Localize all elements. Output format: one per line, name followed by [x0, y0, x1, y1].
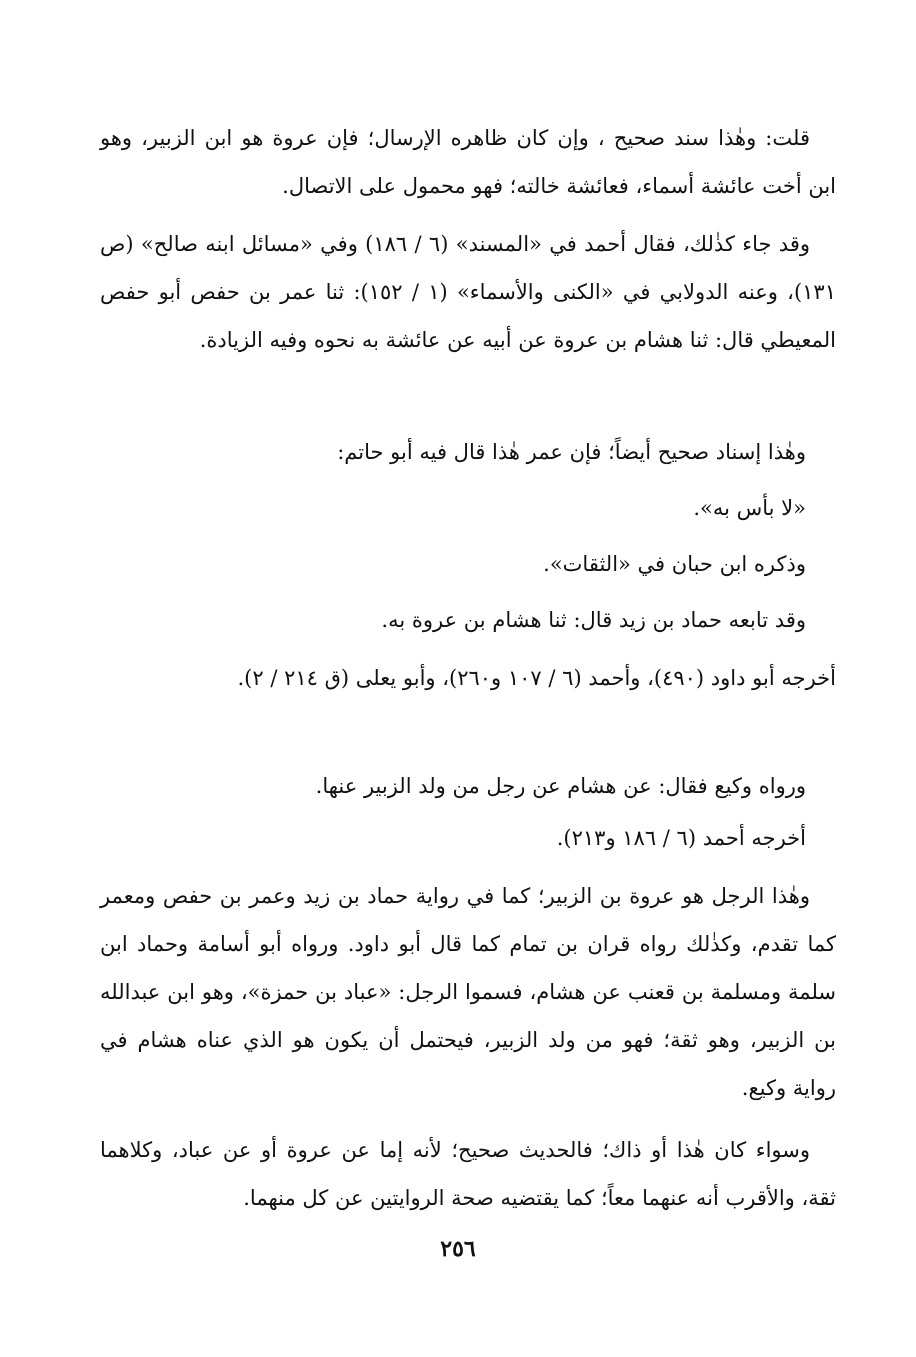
- paragraph-3: وهٰذا إسناد صحيح أيضاً؛ فإن عمر هٰذا قال فيه أبو حاتم:: [337, 440, 806, 464]
- paragraph-4-quote: «لا بأس به».: [693, 496, 806, 520]
- paragraph-11: وسواء كان هٰذا أو ذاك؛ فالحديث صحيح؛ لأنه إما عن عروة أو عن عباد، وكلاهما ثقة، والأقرب أنه عنهما معاً؛ كما يقتضيه صحة الروايتين عن كل منهما.: [100, 1138, 836, 1210]
- paragraph-6: وقد تابعه حماد بن زيد قال: ثنا هشام بن عروة به.: [381, 608, 806, 632]
- page-number: ٢٥٦: [440, 1236, 476, 1262]
- paragraph-7: أخرجه أبو داود (٤٩٠)، وأحمد (٦ / ١٠٧ و٢٦٠)، وأبو يعلى (ق ٢١٤ / ٢).: [237, 666, 836, 690]
- paragraph-1: قلت: وهٰذا سند صحيح ، وإن كان ظاهره الإرسال؛ فإن عروة هو ابن الزبير، وهو ابن أخت عائشة أسماء، فعائشة خالته؛ فهو محمول على الاتصال.: [100, 126, 836, 198]
- paragraph-9: أخرجه أحمد (٦ / ١٨٦ و٢١٣).: [556, 826, 806, 850]
- paragraph-5: وذكره ابن حبان في «الثقات».: [543, 552, 806, 576]
- paragraph-10: وهٰذا الرجل هو عروة بن الزبير؛ كما في رواية حماد بن زيد وعمر بن حفص ومعمر كما تقدم، وكذٰلك رواه قران بن تمام كما قال أبو داود. ورواه أبو أسامة وحماد ابن سلمة ومسلمة بن قعنب عن هشام، فسموا الرجل: «عباد بن حمزة»، وهو ابن عبدالله بن الزبير، وهو ثقة؛ فهو من ولد الزبير، فيحتمل أن يكون هو الذي عناه هشام في رواية وكيع.: [100, 884, 836, 1100]
- paragraph-8: ورواه وكيع فقال: عن هشام عن رجل من ولد الزبير عنها.: [315, 774, 806, 798]
- paragraph-2: وقد جاء كذٰلك، فقال أحمد في «المسند» (٦ / ١٨٦) وفي «مسائل ابنه صالح» (ص ١٣١)، وعنه الدولابي في «الكنى والأسماء» (١ / ١٥٢): ثنا عمر بن حفص أبو حفص المعيطي قال: ثنا هشام بن عروة عن أبيه عن عائشة به نحوه وفيه الزيادة.: [100, 232, 836, 352]
